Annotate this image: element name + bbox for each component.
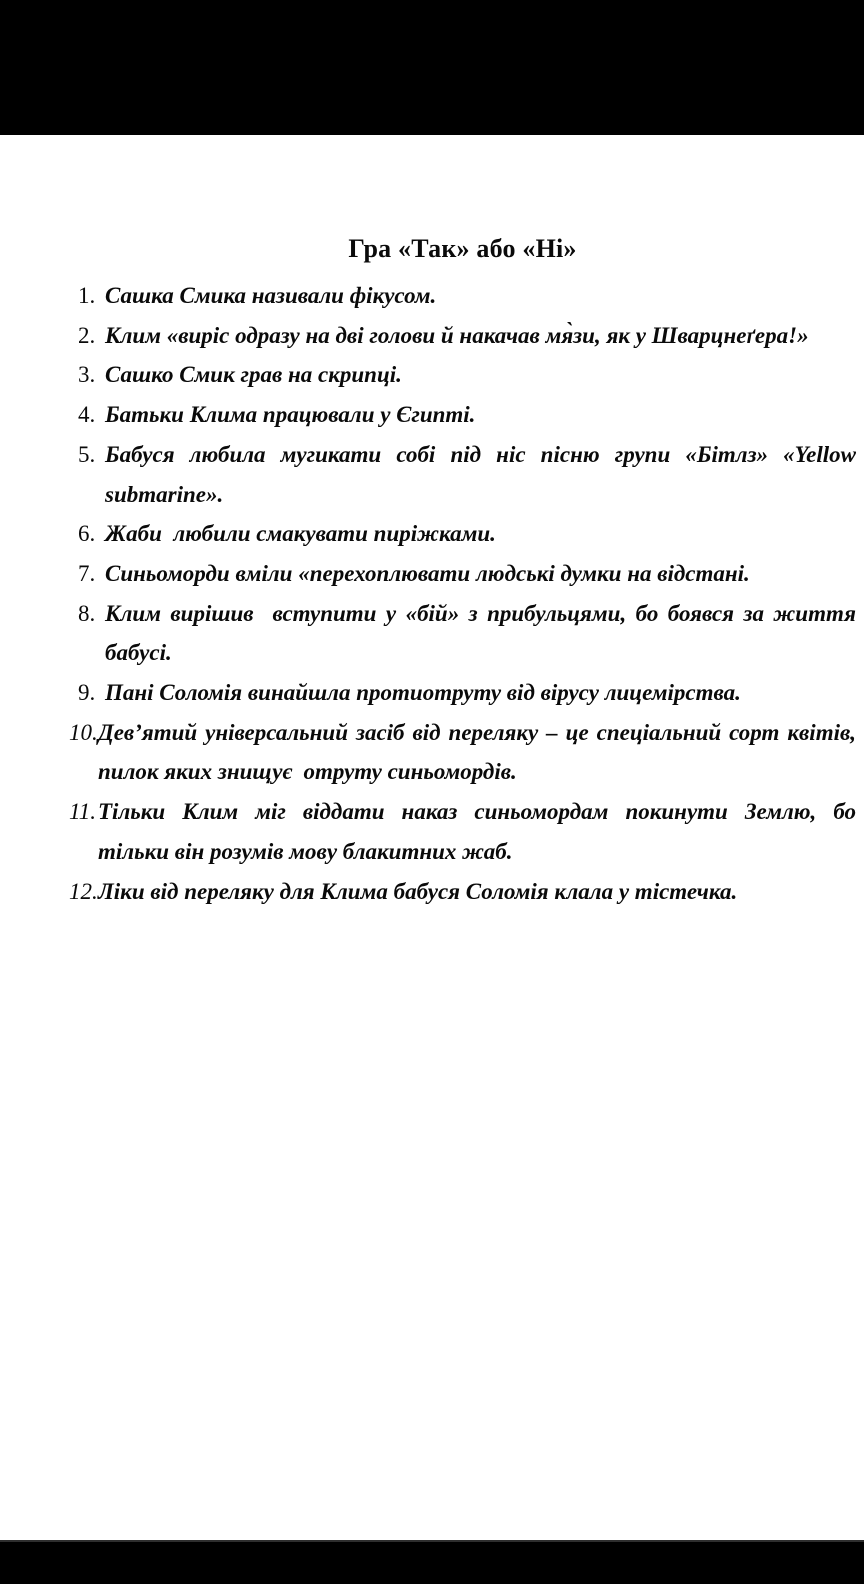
list-item	[69, 792, 856, 871]
item-text-line: Клим «виріс одразу на дві голови й накачав мя̀зи, як у Шварцнеґера!»	[105, 322, 809, 348]
item-text	[98, 792, 856, 871]
item-text-line: Тільки Клим міг віддати наказ синьомордам покинути Землю, бо	[98, 799, 856, 825]
list-item	[69, 554, 856, 594]
item-text-line: Ліки від переляку для Клима бабуся Соломія клала у тістечка.	[98, 878, 738, 904]
quiz-list	[69, 276, 856, 911]
list-item	[69, 355, 856, 395]
item-text-line: Сашка Смика називали фікусом.	[105, 283, 437, 308]
item-number: 4.	[78, 402, 96, 428]
item-number: 2.	[78, 322, 96, 348]
item-text-line: пилок яких знищує отруту синьомордів.	[98, 759, 517, 785]
item-number: 3.	[78, 362, 96, 388]
item-text	[105, 435, 856, 514]
item-number: 10.	[69, 719, 98, 745]
item-text	[105, 554, 856, 594]
list-item	[69, 276, 856, 316]
letterbox-bottom	[0, 1540, 864, 1584]
item-text	[98, 713, 856, 792]
item-text	[105, 355, 856, 395]
item-text	[105, 514, 856, 554]
item-number: 8.	[78, 600, 96, 626]
item-text-line: Дев’ятий універсальний засіб від переляку – це спеціальний сорт квітів,	[98, 719, 856, 745]
list-item	[69, 514, 856, 554]
list-item	[69, 395, 856, 435]
item-text-line: Синьоморди вміли «перехоплювати людські думки на відстані.	[105, 560, 750, 586]
document-page	[69, 229, 856, 911]
item-text-line: Жаби любили смакувати пиріжками.	[105, 521, 496, 547]
item-number: 6.	[78, 521, 96, 547]
item-text	[98, 872, 856, 912]
item-text-line: Клим вирішив вступити у «бій» з прибульцями, бо боявся за життя	[105, 600, 856, 626]
list-item	[69, 713, 856, 792]
list-item	[69, 673, 856, 713]
item-text-line: Батьки Клима працювали у Єгипті.	[105, 402, 476, 428]
item-number: 5.	[78, 441, 96, 467]
list-item	[69, 594, 856, 673]
item-text	[105, 316, 856, 356]
item-text-line: submarine».	[105, 481, 224, 507]
item-number: 11.	[69, 799, 97, 825]
document-title: Гра «Так» або «Ні»	[348, 234, 577, 263]
letterbox-top	[0, 0, 864, 135]
list-item	[69, 872, 856, 912]
item-text	[105, 395, 856, 435]
item-text	[105, 594, 856, 673]
item-number: 12.	[69, 878, 98, 904]
item-text	[105, 276, 856, 316]
item-text	[105, 673, 856, 713]
item-text-line: Бабуся любила мугикати собі під ніс пісню групи «Бітлз» «Yellow	[105, 441, 856, 467]
list-item	[69, 435, 856, 514]
item-text-line: тільки він розумів мову блакитних жаб.	[98, 838, 513, 864]
item-number: 9.	[78, 680, 96, 706]
item-text-line: Сашко Смик грав на скрипці.	[105, 362, 402, 388]
item-number: 7.	[78, 560, 96, 586]
item-number: 1.	[78, 283, 96, 308]
item-text-line: Пані Соломія винайшла протиотруту від вірусу лицемірства.	[105, 680, 741, 706]
item-text-line: бабусі.	[105, 640, 172, 666]
list-item	[69, 316, 856, 356]
